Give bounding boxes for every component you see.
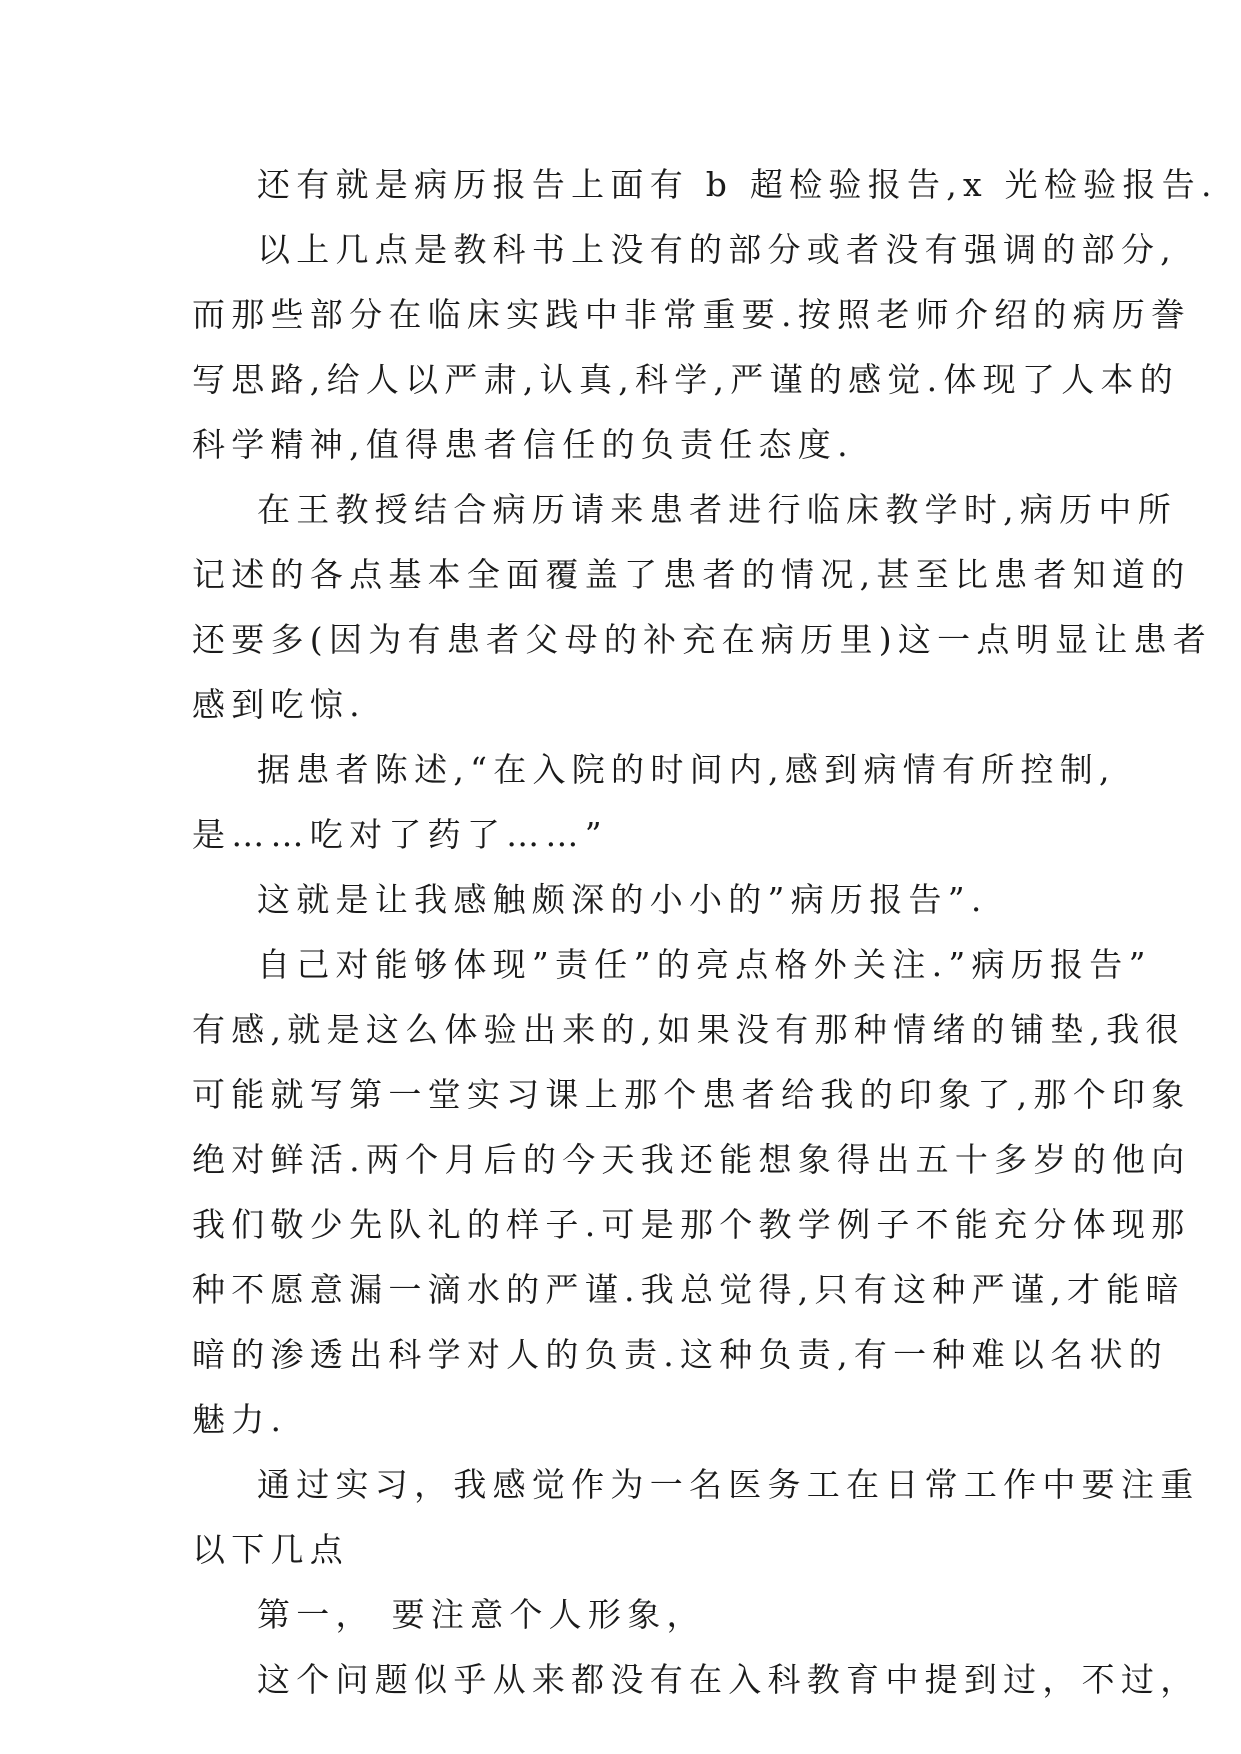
- text-line: 在王教授结合病历请来患者进行临床教学时,病历中所: [257, 490, 1177, 529]
- text-line: 据患者陈述,“在入院的时间内,感到病情有所控制,: [257, 750, 1116, 789]
- text-line: 这个问题似乎从来都没有在入科教育中提到过，不过，: [257, 1660, 1200, 1699]
- text-line: 绝对鲜活.两个月后的今天我还能想象得出五十多岁的他向: [192, 1140, 1191, 1179]
- text-line: 还要多(因为有患者父母的补充在病历里)这一点明显让患者: [192, 620, 1213, 659]
- text-line: 种不愿意漏一滴水的严谨.我总觉得,只有这种严谨,才能暗: [192, 1270, 1185, 1309]
- text-line: 以下几点: [192, 1530, 350, 1569]
- text-line: 第一， 要注意个人形象，: [257, 1595, 706, 1634]
- text-line: 有感,就是这么体验出来的,如果没有那种情绪的铺垫,我很: [192, 1010, 1185, 1049]
- text-line: 通过实习，我感觉作为一名医务工在日常工作中要注重: [257, 1465, 1200, 1504]
- text-line: 我们敬少先队礼的样子.可是那个教学例子不能充分体现那: [192, 1205, 1191, 1244]
- text-line: 是……吃对了药了……”: [192, 815, 608, 854]
- text-line: 而那些部分在临床实践中非常重要.按照老师介绍的病历誊: [192, 295, 1191, 334]
- text-line: 这就是让我感触颇深的小小的”病历报告”.: [257, 880, 988, 919]
- text-line: 可能就写第一堂实习课上那个患者给我的印象了,那个印象: [192, 1075, 1191, 1114]
- text-line: 以上几点是教科书上没有的部分或者没有强调的部分,: [257, 230, 1177, 269]
- text-line: 科学精神,值得患者信任的负责任态度.: [192, 425, 854, 464]
- text-line: 魅力.: [192, 1400, 288, 1439]
- text-line: 写思路,给人以严肃,认真,科学,严谨的感觉.体现了人本的: [192, 360, 1180, 399]
- text-line: 暗的渗透出科学对人的负责.这种负责,有一种难以名状的: [192, 1335, 1168, 1374]
- text-line: 自己对能够体现”责任”的亮点格外关注.”病历报告”: [257, 945, 1152, 984]
- text-line: 感到吃惊.: [192, 685, 366, 724]
- text-line: 还有就是病历报告上面有 b 超检验报告,x 光检验报告.: [257, 165, 1218, 204]
- text-line: 记述的各点基本全面覆盖了患者的情况,甚至比患者知道的: [192, 555, 1191, 594]
